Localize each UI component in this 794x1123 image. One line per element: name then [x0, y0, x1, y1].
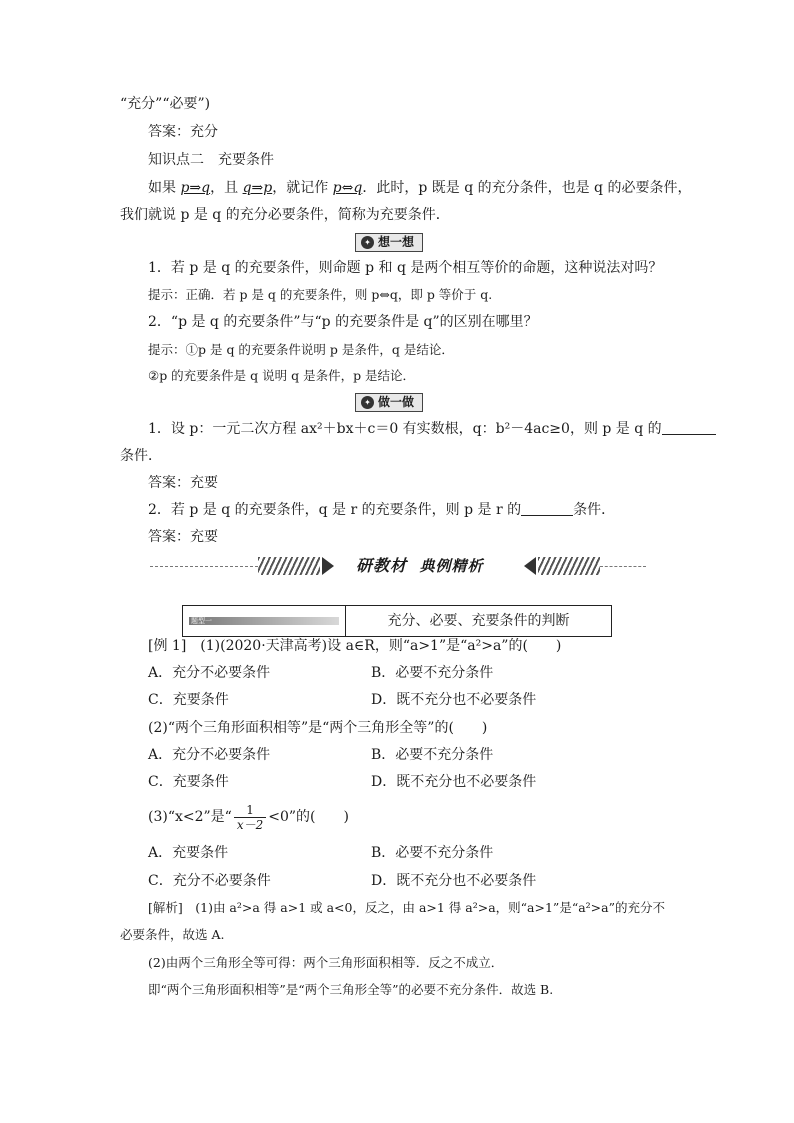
question-type-title: 充分、必要、充要条件的判断 — [387, 613, 570, 629]
option-d: D．既不充分也不必要条件 — [371, 873, 537, 889]
underlined-implication: p⇒q — [180, 180, 211, 196]
divider — [600, 566, 646, 567]
answer-line: 答案：充要 — [148, 475, 218, 491]
option-b: B．必要不充分条件 — [371, 747, 494, 763]
section-title — [356, 555, 483, 577]
text-span: <0”的( ) — [268, 809, 349, 825]
example-heading: [例 1] (1)(2020·天津高考)设 a∈R，则“a>1”是“a²>a”的( ) — [148, 638, 562, 654]
fraction-numerator: 1 — [234, 803, 266, 818]
question-type-label: 题型一 — [191, 617, 212, 625]
tag-icon: ✦ — [361, 236, 374, 249]
text-span: 1．设 p：一元二次方程 ax²＋bx＋c＝0 有实数根，q：b²－4ac≥0，则 p 是 q 的 — [148, 421, 662, 437]
answer-line: 答案：充要 — [148, 529, 218, 545]
text-span: ．此时，p 既是 q 的充分条件，也是 q 的必要条件， — [362, 180, 692, 196]
fill-blank — [521, 501, 573, 516]
option-d: D．既不充分也不必要条件 — [371, 774, 537, 790]
option-c: C．充要条件 — [148, 774, 229, 790]
text-span: 条件． — [573, 502, 616, 518]
section-title-sub: 典例精析 — [419, 557, 484, 575]
option-a: A．充分不必要条件 — [148, 665, 271, 681]
knowledge-point-heading: 知识点二 充要条件 — [148, 152, 274, 168]
option-b: B．必要不充分条件 — [371, 845, 494, 861]
hint-line: 提示：①p 是 q 的充要条件说明 p 是条件，q 是结论． — [148, 342, 454, 357]
fraction-denominator: x－2 — [236, 817, 264, 832]
option-a: A．充分不必要条件 — [148, 747, 271, 763]
option-b: B．必要不充分条件 — [371, 665, 494, 681]
fill-blank — [662, 420, 716, 435]
option-c: C．充要条件 — [148, 692, 229, 708]
banner-arrow-icon — [322, 557, 334, 575]
question-line: (2)“两个三角形面积相等”是“两个三角形全等”的( ) — [148, 720, 488, 736]
exercise-line: 条件． — [120, 448, 162, 464]
text-span: ，就记作 — [272, 180, 333, 196]
solution-line: (2)由两个三角形全等可得：两个三角形面积相等．反之不成立． — [148, 955, 504, 970]
text-span: ，且 — [210, 180, 243, 196]
tag-label: 做一做 — [378, 395, 415, 409]
option-c: C．充分不必要条件 — [148, 873, 271, 889]
solution-line: [解析] (1)由 a²>a 得 a>1 或 a<0，反之，由 a>1 得 a²>a，则“a>1”是“a²>a”的充分不 — [148, 900, 665, 915]
underlined-equivalence: p⇔q — [332, 180, 363, 196]
do-tag — [355, 393, 423, 412]
question-type-label-cell — [183, 606, 346, 636]
exercise-line — [148, 500, 615, 520]
hint-line: 提示：正确．若 p 是 q 的充要条件，则 p⇔q，即 p 等价于 q. — [148, 287, 493, 302]
question-line: 2．“p 是 q 的充要条件”与“p 的充要条件是 q”的区别在哪里？ — [148, 314, 538, 330]
fraction — [234, 803, 266, 832]
option-a: A．充要条件 — [148, 845, 229, 861]
section-title-main: 研教材 — [356, 556, 408, 575]
question-line — [148, 800, 349, 834]
text-span: 如果 — [148, 180, 181, 196]
text-line: “充分”“必要”) — [120, 96, 211, 112]
solution-line: 即“两个三角形面积相等”是“两个三角形全等”的必要不充分条件．故选 B. — [148, 982, 554, 997]
solution-line: 必要条件，故选 A. — [120, 927, 225, 942]
question-type-box — [182, 605, 612, 637]
question-line: 1．若 p 是 q 的充要条件，则命题 p 和 q 是两个相互等价的命题，这种说法对吗？ — [148, 260, 663, 276]
tag-label: 想一想 — [378, 235, 415, 249]
hint-line: ②p 的充要条件是 q 说明 q 是条件，p 是结论． — [148, 368, 416, 383]
underlined-implication: q⇒p — [242, 180, 273, 196]
banner-hatch — [538, 557, 600, 575]
definition-line — [148, 178, 691, 198]
divider — [150, 566, 258, 567]
answer-line: 答案：充分 — [148, 124, 218, 140]
banner-arrow-icon — [524, 557, 536, 575]
definition-line: 我们就说 p 是 q 的充分必要条件，简称为充要条件． — [120, 207, 450, 223]
think-tag — [355, 233, 423, 252]
banner-hatch — [258, 557, 320, 575]
option-d: D．既不充分也不必要条件 — [371, 692, 537, 708]
text-span: 2．若 p 是 q 的充要条件，q 是 r 的充要条件，则 p 是 r 的 — [148, 502, 522, 518]
text-span: (3)“x<2”是“ — [148, 809, 232, 825]
tag-icon: ✦ — [361, 396, 374, 409]
exercise-line — [148, 419, 716, 439]
